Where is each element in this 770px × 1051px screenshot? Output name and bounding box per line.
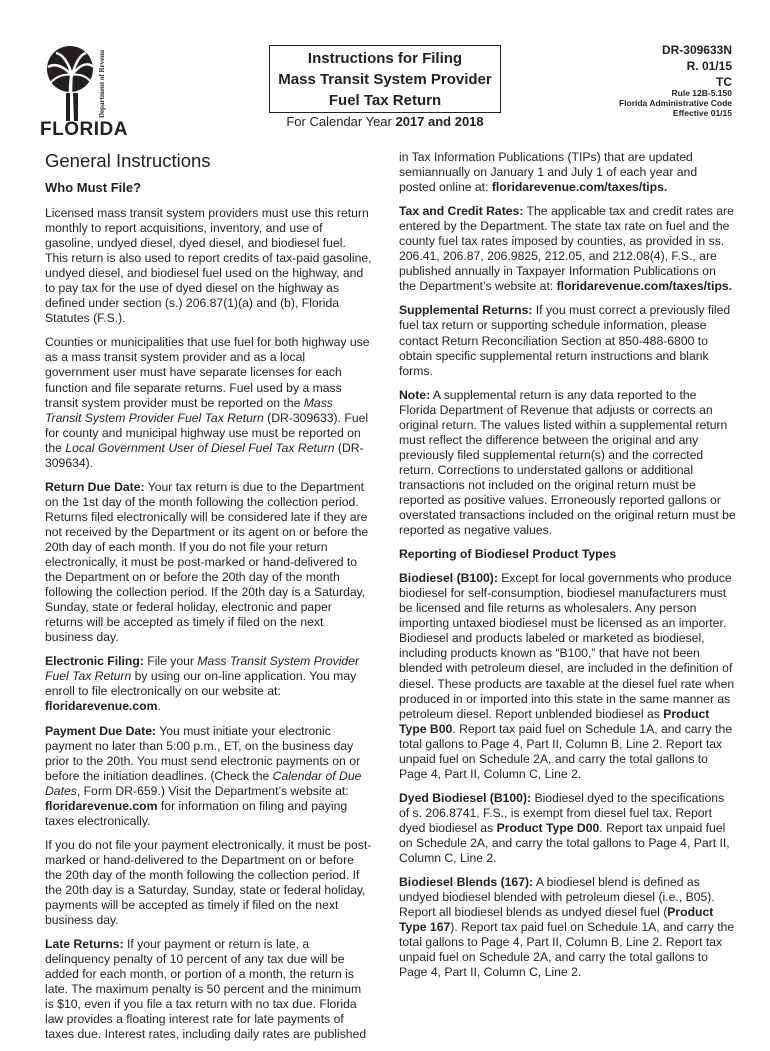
rule-block <box>619 88 732 118</box>
tips-paragraph: in Tax Information Publications (TIPs) that are updated semiannually on January 1 and July 1 of each year and posted online at: floridarevenue.com/taxes/tips. <box>399 150 698 195</box>
rule-number: Rule 12B-5.150 <box>671 88 732 98</box>
form-title-box <box>269 45 501 113</box>
late-returns-paragraph: Late Returns: If your payment or return is late, a delinquency penalty of 10 percent of any tax due will be added for each month, or portion of a month, the return is late. The maximum penalty is 50 percent and the minimum is $10, even if you file a tax return with no tax due. Florida law provides a floating interest rate for late payments of taxes due. Interest rates, including daily rates are published <box>45 937 367 1042</box>
effective-date: Effective 01/15 <box>672 108 732 118</box>
department-of-revenue-label <box>96 50 106 120</box>
tips-link[interactable]: floridarevenue.com/taxes/tips. <box>556 279 733 294</box>
who-must-file-heading: Who Must File? <box>45 180 142 195</box>
tips-link[interactable]: floridarevenue.com/taxes/tips. <box>491 180 668 195</box>
form-id-block <box>662 42 732 90</box>
title-line-1: Instructions for Filing <box>307 49 463 67</box>
paper-payment-paragraph: If you do not file your payment electronically, it must be post-marked or hand-delivered to the Department on or before the 20th day of the month following the collection period. If the 20th day is a Saturday, Sunday, state or federal holiday, payments will be accepted as timely if filed on the next business day. <box>45 837 372 928</box>
title-line-2: Mass Transit System Provider <box>278 70 492 88</box>
website-link[interactable]: floridarevenue.com <box>45 798 158 813</box>
form-code: TC <box>716 75 732 89</box>
who-must-file-paragraph: Licensed mass transit system providers must use this return monthly to report acquisitions, inventory, and use of gasoline, undyed diesel, dyed diesel, and biodiesel fuel. This return is also used to report credits of tax-paid gasoline, undyed diesel, and biodiesel fuel used on the highway, and to pay tax for the use of dyed diesel on the highway as defined under section (s.) 206.87(1)(a) and (b), Florida Statutes (F.S.). <box>45 206 372 326</box>
note-paragraph: Note: A supplemental return is any data reported to the Florida Department of Revenue that adjusts or corrects an original return. The values listed within a supplemental return must reflect the difference between the original and any previously filed supplemental return(s) and the corrected return. Corrections to understated gallons or additional transactions not included on the original return must be reported as positive values. Erroneously reported gallons or overstated transactions included on the original return must be reported as negative values. <box>399 387 736 538</box>
dyed-biodiesel-paragraph: Dyed Biodiesel (B100): Biodiesel dyed to the specifications of s. 206.8741, F.S., is exempt from diesel fuel tax. Report dyed biodiesel as Product Type D00. Report tax unpaid fuel on Schedule 2A, and carry the total gallons to Page 4, Part II, Column C, Line 2. <box>399 790 730 866</box>
biodiesel-reporting-heading: Reporting of Biodiesel Product Types <box>399 547 617 562</box>
title-line-3: Fuel Tax Return <box>328 91 442 109</box>
form-number: DR-309633N <box>661 43 732 57</box>
florida-logo-text: FLORIDA <box>40 119 128 140</box>
right-column <box>399 150 736 989</box>
website-link[interactable]: floridarevenue.com <box>45 699 158 714</box>
form-revision: R. 01/15 <box>686 59 732 73</box>
svg-text:Department of Revenue: Department of Revenue <box>98 50 106 118</box>
general-instructions-heading: General Instructions <box>45 150 211 171</box>
return-due-date-paragraph: Return Due Date: Your tax return is due to the Department on the 1st day of the month following the collection period. Returns filed electronically will be considered late if they are not received by the Department or its agent on or before the 20th day of each month. If you do not file your return electronically, it must be post-marked or hand-delivered to the Department on or before the 20th day of the month following the collection period. If the 20th day is a Saturday, Sunday, state or federal holiday, electronic and paper returns will be accepted as timely if filed on the next business day. <box>45 479 369 645</box>
biodiesel-b100-paragraph: Biodiesel (B100): Except for local governments who produce biodiesel for self-consumption, biodiesel manufacturers must be licensed and file returns as wholesalers. Any person importing untaxed biodiesel must be licensed as an importer. Biodiesel and products labeled or marketed as biodiesel, including products known as “B100,” that have not been blended with petroleum diesel, are included in the definition of diesel. These products are taxable at the diesel fuel rate when produced in or imported into this state in the same manner as petroleum diesel. Report unblended biodiesel as Product Type B00. Report tax paid fuel on Schedule 1A, and carry the total gallons to Page 4, Part II, Column B, Line 2. Report tax unpaid fuel on Schedule 2A, and carry the total gallons to Page 4, Part II, Column C, Line 2. <box>399 571 735 781</box>
electronic-filing-paragraph: Electronic Filing: File your Mass Transit System Provider Fuel Tax Return by using our on-line application. You may enroll to file electronically on our website at: floridarevenue.com. <box>45 654 360 714</box>
payment-due-date-paragraph: Payment Due Date: You must initiate your electronic payment no later than 5:00 p.m., ET, on the business day prior to the 20th. You must send electronic payments on or before the initiation deadlines. (Check the Calendar of Due Dates, Form DR-659.) Visit the Department’s website at: floridarevenue.com for information on filing and paying taxes electronically. <box>45 723 362 828</box>
admin-code: Florida Administrative Code <box>618 98 732 108</box>
biodiesel-blends-paragraph: Biodiesel Blends (167): A biodiesel blend is defined as undyed biodiesel blended with petroleum diesel (i.e., B05). Report all biodiesel blends as undyed diesel fuel (Product Type 167). Report tax paid fuel on Schedule 1A, and carry the total gallons to Page 4, Part II, Column B, Line 2. Report tax unpaid fuel on Schedule 2A, and carry the total gallons to Page 4, Part II, Column C, Line 2. <box>399 875 735 980</box>
counties-paragraph: Counties or municipalities that use fuel for both highway use as a mass transit system provider and as a local government user must have separate licenses for each function and file separate returns. Fuel used by a mass transit system provider must be reported on the Mass Transit System Provider Fuel Tax Return (DR-309633). Fuel for county and municipal highway use must be reported on the Local Government User of Diesel Fuel Tax Return (DR-309634). <box>45 335 370 470</box>
supplemental-returns-paragraph: Supplemental Returns: If you must correct a previously filed fuel tax return or supporting schedule information, please contact Return Reconciliation Section at 850-488-6800 to obtain specific supplemental return instructions and blank forms. <box>399 303 731 378</box>
left-column <box>45 150 372 1051</box>
tax-credit-rates-paragraph: Tax and Credit Rates: The applicable tax and credit rates are entered by the Department. The state tax rate on fuel and the county fuel tax rates imposed by counties, as provided in ss. 206.41, 206.87, 206.9825, 212.05, and 212.08(4), F.S., are published annually in Taxpayer Information Publications on the Department’s website at: floridarevenue.com/taxes/tips. <box>399 204 734 294</box>
calendar-year: For Calendar Year 2017 and 2018 <box>286 114 484 129</box>
